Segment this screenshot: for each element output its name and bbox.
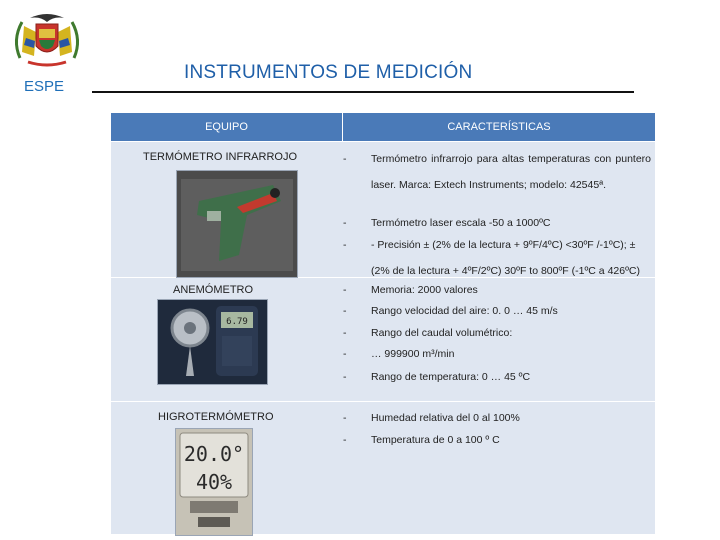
equipment-name: TERMÓMETRO INFRARROJO (143, 151, 297, 163)
list-item (343, 364, 655, 388)
list-item (343, 341, 655, 365)
header-equipo-label: EQUIPO (205, 121, 248, 133)
bullet-dash: - (343, 371, 347, 383)
characteristic-text: Rango del caudal volumétrico: (371, 327, 513, 339)
list-item (343, 146, 655, 216)
characteristic-text: Termómetro laser escala -50 a 1000ºC (371, 217, 551, 229)
bullet-dash: - (343, 217, 347, 229)
equipment-name: HIGROTERMÓMETRO (158, 411, 274, 423)
bullet-dash: - (343, 153, 347, 165)
bullet-dash: - (343, 284, 347, 296)
infrared-thermometer-image (176, 170, 298, 278)
brand-label: ESPE (24, 78, 65, 95)
hygrometer-temperature-reading: 20.0° (183, 442, 245, 466)
title-underline (92, 91, 634, 93)
page-title: INSTRUMENTOS DE MEDICIÓN (184, 62, 473, 83)
header-caracteristicas (343, 113, 655, 141)
list-item (343, 427, 655, 451)
hygrometer-humidity-reading: 40% (195, 470, 233, 494)
hygrothermometer-image (175, 428, 253, 536)
bullet-dash: - (343, 412, 347, 424)
list-item (343, 210, 655, 234)
list-item (343, 232, 655, 278)
bullet-dash: - (343, 434, 347, 446)
anemometer-reading: 6.79 (226, 317, 248, 327)
espe-coat-of-arms-logo (8, 8, 86, 70)
list-item (343, 298, 655, 322)
characteristic-text: … 999900 m³/min (371, 348, 455, 360)
characteristic-text: Rango de temperatura: 0 … 45 ºC (371, 371, 531, 383)
header-caracteristicas-label: CARACTERÍSTICAS (447, 121, 551, 133)
equipment-name: ANEMÓMETRO (173, 284, 254, 296)
characteristic-text: - Precisión ± (2% de la lectura + 9ºF/4ºC) <30ºF /-1ºC); ± (2% de la lectura + 4ºF/2ºC) 30ºF to 800ºF (-1ºC a 426ºC) (371, 239, 640, 277)
list-item (343, 405, 655, 429)
bullet-dash: - (343, 327, 347, 339)
bullet-dash: - (343, 239, 347, 251)
characteristic-text: Rango velocidad del aire: 0. 0 … 45 m/s (371, 305, 558, 317)
characteristic-text: Memoria: 2000 valores (371, 284, 478, 296)
bullet-dash: - (343, 348, 347, 360)
characteristic-text: Humedad relativa del 0 al 100% (371, 412, 520, 424)
anemometer-image (157, 299, 268, 385)
characteristic-text: Termómetro infrarrojo para altas temperaturas con puntero laser. Marca: Extech Instruments; modelo: 42545ª. (371, 153, 651, 191)
header-equipo (111, 113, 342, 141)
characteristic-text: Temperatura de 0 a 100 º C (371, 434, 500, 446)
bullet-dash: - (343, 305, 347, 317)
